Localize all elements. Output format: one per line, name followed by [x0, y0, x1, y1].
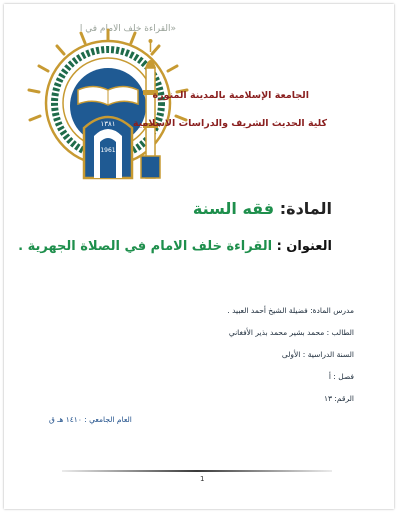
subject-label: المادة:	[279, 199, 332, 218]
number-line: الرقم: ١٣	[323, 394, 354, 403]
title-label: العنوان :	[276, 239, 332, 254]
running-header: «القراءة خلف الامام في ا	[79, 24, 176, 34]
section-line: فصل : أ	[328, 372, 354, 381]
university-logo	[26, 28, 191, 183]
logo-hijri-year: ١٣٨١	[100, 120, 116, 128]
logo-gregorian-year: 1961	[100, 147, 116, 154]
college-name: كلية الحديث الشريف والدراسات الاسلامية	[132, 118, 327, 129]
document-page	[4, 4, 394, 509]
title-value: القراءة خلف الامام في الصلاة الجهرية .	[18, 239, 273, 254]
footer-divider	[62, 470, 332, 472]
student-line: الطالب : محمد بشير محمد بذير الأفغاني	[228, 328, 354, 337]
page-number: 1	[200, 475, 205, 483]
level-line: السنة الدراسية : الأولى	[281, 350, 354, 359]
academic-year: العام الجامعي : ١٤١٠ هـ ق	[49, 415, 132, 424]
subject-line	[193, 199, 332, 218]
title-line	[18, 239, 332, 254]
subject-value: فقه السنة	[192, 199, 275, 218]
teacher-line: مدرس المادة: فضيلة الشيخ أحمد العبيد .	[227, 306, 354, 315]
university-name: الجامعة الإسلامية بالمدينة المنورة	[152, 90, 309, 101]
